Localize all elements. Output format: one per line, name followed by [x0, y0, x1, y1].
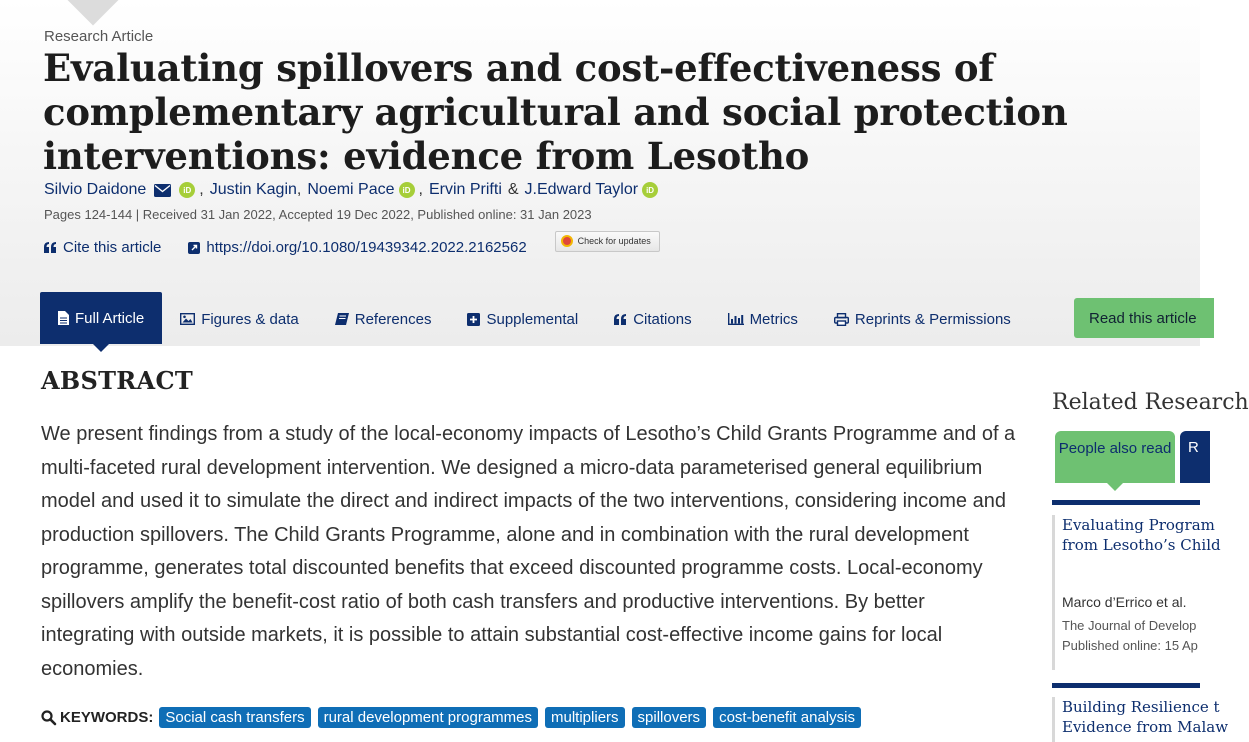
keyword-tag[interactable]: Social cash transfers	[159, 707, 310, 728]
printer-icon	[834, 313, 849, 326]
related-article-journal: The Journal of Develop	[1062, 618, 1197, 633]
author-separator: ,	[296, 181, 302, 198]
tab-references[interactable]	[317, 294, 450, 344]
article-tabs	[40, 292, 1029, 346]
keywords-row	[41, 707, 868, 728]
quote-icon	[44, 242, 57, 253]
abstract-heading: ABSTRACT	[41, 366, 194, 395]
tab-people-also-read[interactable]: People also read	[1055, 431, 1175, 483]
author-separator: ,	[418, 181, 423, 198]
doi-link[interactable]	[188, 239, 526, 256]
keyword-tag[interactable]: multipliers	[545, 707, 625, 728]
author-link[interactable]: Silvio Daidone	[44, 181, 147, 198]
publication-info: Pages 124-144 | Received 31 Jan 2022, Accepted 19 Dec 2022, Published online: 31 Jan 2023	[44, 207, 592, 222]
crossmark-icon	[561, 235, 573, 247]
related-article-title[interactable]: Building Resilience t	[1062, 698, 1220, 716]
related-divider	[1052, 683, 1200, 688]
orcid-icon[interactable]: iD	[399, 182, 415, 198]
related-article-title[interactable]: Evidence from Malaw	[1062, 718, 1229, 736]
tab-metrics[interactable]	[710, 294, 816, 344]
related-article-author: Marco d’Errico et al.	[1062, 594, 1187, 610]
article-type: Research Article	[44, 28, 154, 45]
author-list	[44, 181, 662, 199]
related-article-card[interactable]	[1052, 697, 1229, 742]
article-title: Evaluating spillovers and cost-effectiveness of complementary agricultural and social protection interventions: evidence from Lesotho	[43, 46, 1068, 178]
tab-label: Figures & data	[201, 310, 299, 328]
keywords-label: KEYWORDS:	[60, 709, 154, 726]
orcid-icon[interactable]: iD	[642, 182, 658, 198]
tab-label: Supplemental	[486, 310, 579, 328]
search-icon	[41, 710, 56, 725]
tab-reprints-permissions[interactable]	[816, 294, 1029, 344]
tab-citations[interactable]	[596, 294, 709, 344]
keyword-tag[interactable]: cost-benefit analysis	[713, 707, 861, 728]
keyword-tag[interactable]: rural development programmes	[318, 707, 538, 728]
image-icon	[180, 313, 195, 325]
plus-square-icon	[467, 313, 480, 326]
keyword-tag[interactable]: spillovers	[632, 707, 707, 728]
tab-label: Full Article	[75, 309, 145, 327]
doi-label: https://doi.org/10.1080/19439342.2022.2162562	[206, 239, 527, 256]
author-link[interactable]: Justin Kagin	[209, 181, 297, 198]
related-article-title[interactable]: Evaluating Program	[1062, 516, 1215, 534]
envelope-icon[interactable]	[154, 184, 171, 197]
tab-figures-data[interactable]	[162, 294, 317, 344]
orcid-icon[interactable]: iD	[179, 182, 195, 198]
book-icon	[335, 313, 349, 325]
tab-supplemental[interactable]	[449, 294, 596, 344]
author-link[interactable]: J.Edward Taylor	[524, 181, 639, 198]
related-research-heading: Related Research	[1052, 390, 1249, 415]
citation-row	[44, 236, 660, 256]
cite-article-link[interactable]	[44, 239, 161, 256]
author-link[interactable]: Ervin Prifti	[428, 181, 502, 198]
quote-icon	[614, 314, 627, 325]
document-icon	[58, 311, 69, 325]
tab-label: References	[354, 310, 432, 328]
check-for-updates-label: Check for updates	[577, 236, 651, 246]
cite-article-label: Cite this article	[63, 239, 162, 256]
related-article-title[interactable]: from Lesotho’s Child	[1062, 536, 1221, 554]
tab-full-article[interactable]	[40, 292, 162, 344]
tab-label: Metrics	[749, 310, 798, 328]
related-divider	[1052, 500, 1200, 505]
tab-related-other[interactable]: R	[1180, 431, 1210, 483]
related-article-published: Published online: 15 Ap	[1062, 638, 1198, 653]
author-link[interactable]: Noemi Pace	[307, 181, 395, 198]
keywords-label-wrap	[41, 709, 153, 726]
tab-label: Citations	[633, 310, 692, 328]
author-ampersand: &	[507, 181, 519, 198]
abstract-text: We present findings from a study of the local-economy impacts of Lesotho’s Child Grants Programme and of a multi-faceted rural development intervention. We designed a micro-data parameterised general equilibrium model and used it to simulate the direct and indirect impacts of the two interventions, considering income and production spillovers. The Child Grants Programme, alone and in combination with the rural development programme, generates total discounted benefits that exceed discounted programme costs. Local-economy spillovers amplify the benefit-cost ratio of both cash transfers and productive interventions. By better integrating with outside markets, it is possible to attain substantial cost-effective income gains for local economies.	[41, 423, 1016, 680]
author-separator: ,	[199, 181, 204, 198]
check-for-updates-button[interactable]	[555, 231, 660, 252]
related-article-card[interactable]	[1052, 515, 1221, 670]
external-link-icon	[188, 242, 200, 254]
bar-chart-icon	[728, 313, 744, 325]
tab-label: Reprints & Permissions	[854, 310, 1011, 328]
read-this-article-button[interactable]: Read this article	[1074, 298, 1214, 338]
